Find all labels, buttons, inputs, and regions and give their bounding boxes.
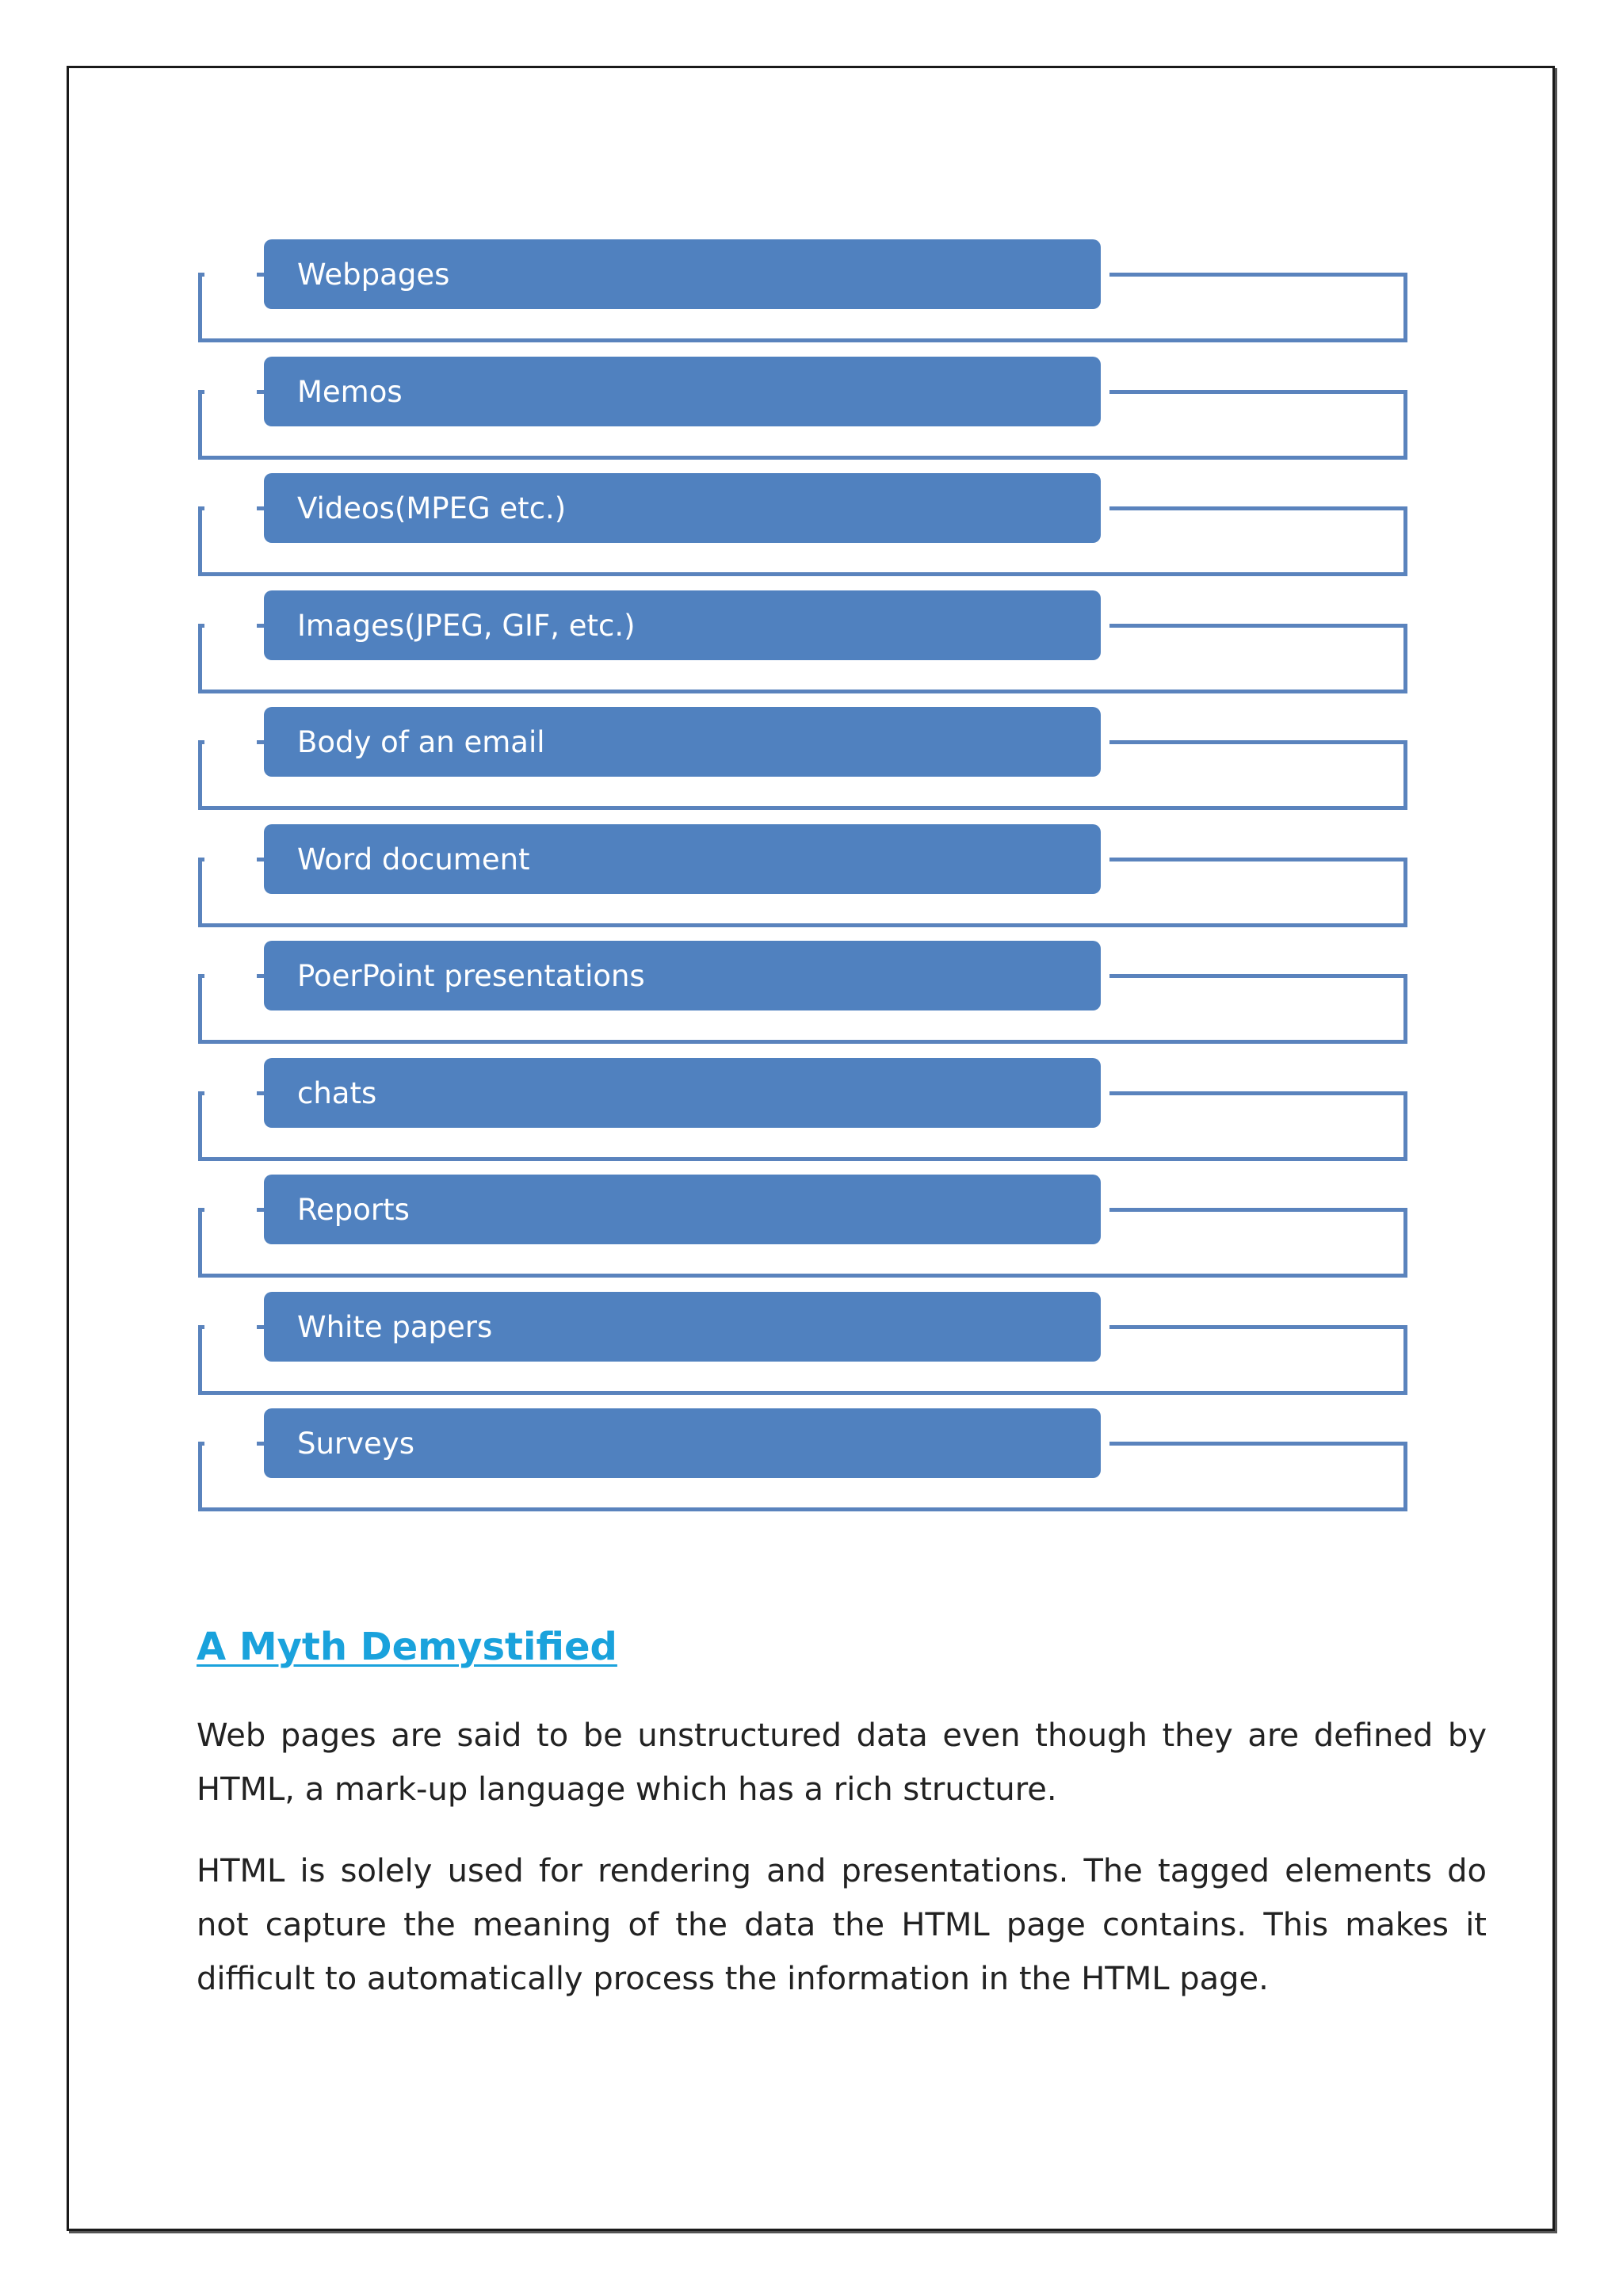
body-paragraph: HTML is solely used for rendering and presentations. The tagged elements do not capture the meaning of the data the HTML page contains. This makes it difficult to automatically process the information in the HTML page. [197, 1853, 1487, 1997]
list-item [0, 1058, 1623, 1175]
list-item [0, 239, 1623, 357]
list-item-label: Surveys [264, 1408, 1101, 1478]
list-item [0, 1408, 1623, 1526]
list-item-label: White papers [264, 1292, 1101, 1362]
list-item [0, 941, 1623, 1058]
section-heading: A Myth Demystified [197, 1625, 617, 1669]
list-item-label: Body of an email [264, 707, 1101, 777]
list-item [0, 590, 1623, 708]
list-item [0, 357, 1623, 474]
list-item-label: chats [264, 1058, 1101, 1128]
list-item-label: Images(JPEG, GIF, etc.) [264, 590, 1101, 660]
list-item-label: Videos(MPEG etc.) [264, 473, 1101, 543]
list-item [0, 707, 1623, 824]
list-item-label: Memos [264, 357, 1101, 426]
list-item-label: Reports [264, 1175, 1101, 1244]
list-item [0, 824, 1623, 942]
list-item [0, 1175, 1623, 1292]
list-item-label: PoerPoint presentations [264, 941, 1101, 1010]
list-item-label: Webpages [264, 239, 1101, 309]
list-item [0, 473, 1623, 590]
body-paragraph: Web pages are said to be unstructured data even though they are defined by HTML, a mark-up language which has a rich structure. [197, 1717, 1487, 1808]
list-item-label: Word document [264, 824, 1101, 894]
list-item [0, 1292, 1623, 1409]
